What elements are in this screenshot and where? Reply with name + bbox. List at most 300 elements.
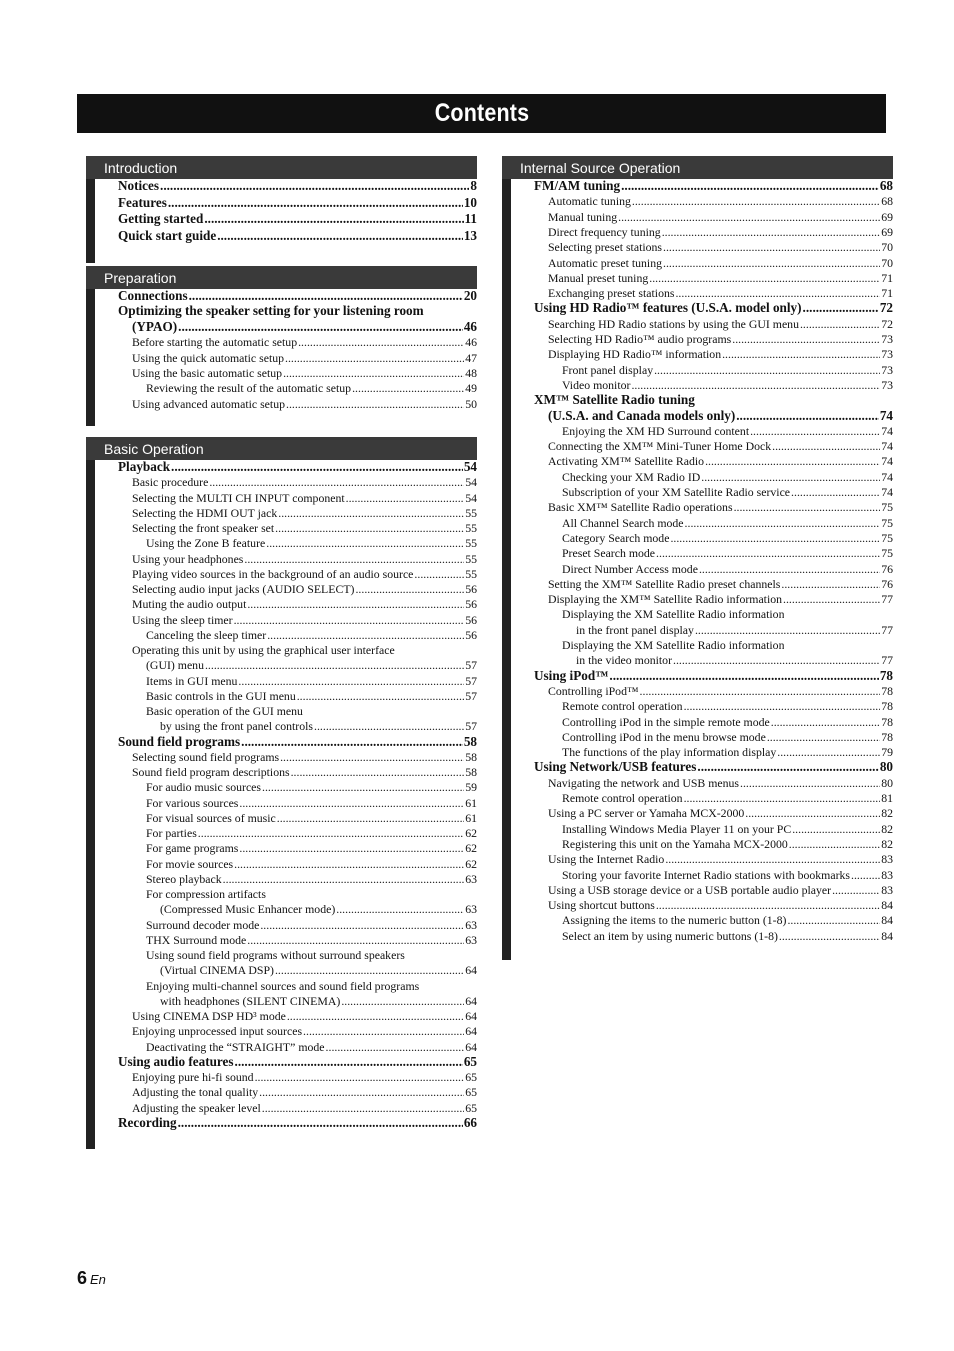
toc-entry-text: Using the Zone B feature xyxy=(146,536,266,551)
toc-page-number: 64 xyxy=(465,993,477,1008)
toc-entry-text: Using a USB storage device or a USB portable audio player xyxy=(548,882,832,897)
toc-entry[interactable] xyxy=(146,810,477,826)
toc-entry[interactable] xyxy=(562,836,893,852)
toc-entry[interactable] xyxy=(146,535,477,551)
page-number: 6 xyxy=(77,1268,88,1288)
toc-entry[interactable] xyxy=(562,362,893,378)
toc-entry-text: Displaying the XM™ Satellite Radio information xyxy=(548,592,783,607)
toc-entry[interactable] xyxy=(132,520,477,536)
dot-leader xyxy=(684,790,881,806)
toc-page-number: 74 xyxy=(881,485,893,499)
dot-leader xyxy=(745,805,880,821)
toc-page-number: 69 xyxy=(881,224,893,239)
toc-entry-text: Category Search mode xyxy=(562,530,670,545)
dot-leader xyxy=(663,255,880,271)
toc-entry[interactable] xyxy=(132,764,477,780)
toc-page-number: 73 xyxy=(881,377,893,392)
toc-page-number: 8 xyxy=(470,178,477,193)
toc-entry-text: Using audio features xyxy=(118,1053,234,1069)
toc-entry-text: Connections xyxy=(118,288,188,303)
toc-entry[interactable] xyxy=(132,490,477,506)
toc-entry-text: Using the sleep timer xyxy=(132,612,233,627)
toc-entry[interactable] xyxy=(146,978,477,994)
toc-entry[interactable] xyxy=(576,652,893,668)
toc-page-number: 70 xyxy=(881,255,893,270)
toc-entry[interactable] xyxy=(132,1084,477,1100)
toc-page-number: 55 xyxy=(465,521,477,535)
toc-entry[interactable] xyxy=(562,484,893,500)
toc-entry[interactable] xyxy=(562,545,893,561)
toc-entry[interactable] xyxy=(548,499,893,515)
toc-entry[interactable] xyxy=(160,901,477,917)
toc-page-number: 78 xyxy=(881,683,893,698)
toc-entry-main[interactable] xyxy=(534,178,893,194)
toc-entry-main[interactable] xyxy=(132,319,477,335)
toc-entry[interactable] xyxy=(132,551,477,567)
toc-page-number: 20 xyxy=(463,288,477,303)
dot-leader xyxy=(275,520,464,536)
dot-leader xyxy=(736,408,879,424)
dot-leader xyxy=(235,1054,463,1070)
toc-entry-text: Sound field programs xyxy=(118,733,241,749)
toc-entry[interactable] xyxy=(132,334,477,350)
dot-leader xyxy=(609,668,878,684)
toc-entry[interactable] xyxy=(562,561,893,577)
page-language: En xyxy=(90,1272,106,1287)
toc-page-number: 83 xyxy=(881,882,893,897)
toc-entry-text: Video monitor xyxy=(562,377,631,392)
toc-page-number: 74 xyxy=(881,423,893,438)
toc-entry[interactable] xyxy=(548,775,893,791)
toc-page-number: 79 xyxy=(881,745,893,760)
toc-page-number: 68 xyxy=(879,178,893,193)
toc-page-number: 61 xyxy=(465,810,477,825)
toc-entry-main[interactable] xyxy=(118,195,477,211)
toc-entry[interactable] xyxy=(132,749,477,765)
toc-entry[interactable] xyxy=(132,505,477,521)
dot-leader xyxy=(266,535,464,551)
toc-entry-text: Using iPod™ xyxy=(534,667,609,683)
toc-entry-text: Selecting the front speaker set xyxy=(132,521,275,535)
toc-entry[interactable] xyxy=(548,453,893,469)
toc-entry[interactable] xyxy=(548,591,893,607)
toc-entry-main[interactable] xyxy=(118,211,477,227)
dot-leader xyxy=(699,561,880,577)
toc-entry-text: (YPAO) xyxy=(132,318,178,334)
toc-entry-text: Getting started xyxy=(118,211,204,227)
dot-leader xyxy=(654,362,880,378)
toc-entry-text: Selecting sound field programs xyxy=(132,749,280,764)
toc-entry-text: Adjusting the speaker level xyxy=(132,1100,261,1115)
toc-entry-text: Using sound field programs without surround speakers xyxy=(146,948,405,962)
toc-entry-text: Sound field program descriptions xyxy=(132,765,290,779)
toc-entry[interactable] xyxy=(548,209,893,225)
toc-page-number: 74 xyxy=(879,407,893,423)
dot-leader xyxy=(771,714,880,730)
dot-leader xyxy=(298,334,464,350)
toc-entry[interactable] xyxy=(548,316,893,332)
toc-entry[interactable] xyxy=(146,856,477,872)
dot-leader xyxy=(732,331,880,347)
toc-entry[interactable] xyxy=(548,224,893,240)
toc-page-number: 63 xyxy=(465,871,477,886)
dot-leader xyxy=(239,840,464,856)
toc-page-number: 75 xyxy=(881,530,893,545)
toc-entry-text: Using the quick automatic setup xyxy=(132,350,285,365)
section-heading: Basic Operation xyxy=(86,437,477,460)
toc-entry-main[interactable] xyxy=(118,1115,477,1131)
toc-entry-text: Automatic tuning xyxy=(548,194,631,209)
toc-page-number: 63 xyxy=(465,902,477,917)
toc-page-number: 55 xyxy=(465,566,477,581)
toc-page-number: 65 xyxy=(465,1100,477,1115)
toc-entry[interactable] xyxy=(132,474,477,490)
toc-entry[interactable] xyxy=(562,821,893,837)
toc-entry[interactable] xyxy=(146,871,477,887)
dot-leader xyxy=(291,764,465,780)
toc-page-number: 82 xyxy=(881,806,893,821)
toc-entry[interactable] xyxy=(548,805,893,821)
page-title: Contents xyxy=(434,99,529,127)
toc-entry-text: Controlling iPod in the menu browse mode xyxy=(562,729,766,744)
toc-entry-text: Direct frequency tuning xyxy=(548,224,661,239)
toc-entry[interactable] xyxy=(548,882,893,898)
toc-entry[interactable] xyxy=(562,867,893,883)
toc-page-number: 57 xyxy=(465,688,477,703)
dot-leader xyxy=(178,319,463,335)
toc-entry[interactable] xyxy=(576,622,893,638)
toc-page-number: 46 xyxy=(463,318,477,334)
toc-entry-text: Selecting preset stations xyxy=(548,240,663,255)
dot-leader xyxy=(740,775,880,791)
dot-leader xyxy=(260,917,464,933)
toc-entry-text: The functions of the play information display xyxy=(562,745,777,760)
toc-page-number: 47 xyxy=(465,350,477,365)
toc-entry[interactable] xyxy=(146,825,477,841)
dot-leader xyxy=(767,729,880,745)
dot-leader xyxy=(178,1115,463,1131)
toc-page-number: 58 xyxy=(465,749,477,764)
toc-entry[interactable] xyxy=(132,350,477,366)
dot-leader xyxy=(283,365,464,381)
toc-entry-text: (Compressed Music Enhancer mode) xyxy=(160,902,336,917)
dot-leader xyxy=(189,288,463,304)
toc-page-number: 84 xyxy=(881,898,893,913)
toc-entry-text: Assigning the items to the numeric button (1-8) xyxy=(562,913,787,928)
toc-page-number: 58 xyxy=(465,765,477,779)
toc-entry-main[interactable] xyxy=(534,759,893,775)
dot-leader xyxy=(656,897,880,913)
contents-title-bar xyxy=(77,94,886,133)
toc-entry[interactable] xyxy=(562,928,893,944)
toc-entry-main[interactable] xyxy=(118,288,477,304)
toc-entry[interactable] xyxy=(548,346,893,362)
toc-entry-text: Quick start guide xyxy=(118,227,217,243)
toc-entry[interactable] xyxy=(548,331,893,347)
dot-leader xyxy=(734,499,881,515)
toc-page-number: 74 xyxy=(881,439,893,454)
toc-entry-text: Storing your favorite Internet Radio stations with bookmarks xyxy=(562,867,850,882)
toc-entry-text: Enjoying multi-channel sources and sound field programs xyxy=(146,978,420,993)
toc-entry[interactable] xyxy=(548,851,893,867)
dot-leader xyxy=(791,484,880,500)
toc-entry-main[interactable] xyxy=(118,734,477,750)
dot-leader xyxy=(198,825,464,841)
toc-entry-main[interactable] xyxy=(548,408,893,424)
toc-entry[interactable] xyxy=(146,795,477,811)
toc-entry-text: Navigating the network and USB menus xyxy=(548,775,740,790)
toc-entry[interactable] xyxy=(132,1069,477,1085)
toc-page-number: 78 xyxy=(881,699,893,714)
toc-entry[interactable] xyxy=(562,423,893,439)
dot-leader xyxy=(262,1100,464,1116)
toc-page-number: 81 xyxy=(881,791,893,805)
toc-entry[interactable] xyxy=(548,683,893,699)
toc-page-number: 82 xyxy=(881,821,893,836)
toc-entry[interactable] xyxy=(562,744,893,760)
toc-entry[interactable] xyxy=(146,840,477,856)
toc-page-number: 80 xyxy=(881,775,893,790)
toc-entry-main[interactable] xyxy=(118,459,477,475)
toc-entry-text: Reviewing the result of the automatic setup xyxy=(146,381,352,396)
toc-entry[interactable] xyxy=(160,718,477,734)
toc-entry-main[interactable] xyxy=(118,303,477,319)
toc-entry-text: Using your headphones xyxy=(132,551,244,566)
toc-entry[interactable] xyxy=(132,566,477,582)
dot-leader xyxy=(632,193,880,209)
toc-page-number: 57 xyxy=(465,673,477,688)
dot-leader xyxy=(772,438,880,454)
toc-entry[interactable] xyxy=(132,1023,477,1039)
toc-page-number: 71 xyxy=(881,270,893,285)
toc-entry-text: Subscription of your XM Satellite Radio service xyxy=(562,485,791,499)
toc-entry-text: Remote control operation xyxy=(562,791,683,805)
toc-entry[interactable] xyxy=(548,239,893,255)
toc-entry[interactable] xyxy=(562,790,893,806)
toc-entry[interactable] xyxy=(562,714,893,730)
dot-leader xyxy=(204,211,463,227)
dot-leader xyxy=(275,962,464,978)
toc-entry[interactable] xyxy=(562,912,893,928)
toc-page-number: 56 xyxy=(465,627,477,642)
toc-entry-main[interactable] xyxy=(534,668,893,684)
dot-leader xyxy=(287,1008,464,1024)
toc-entry[interactable] xyxy=(146,1039,477,1055)
toc-entry-text: Surround decoder mode xyxy=(146,917,260,932)
dot-leader xyxy=(670,530,880,546)
toc-entry-text: Using HD Radio™ features (U.S.A. model only) xyxy=(534,300,802,316)
dot-leader xyxy=(621,178,879,194)
toc-entry[interactable] xyxy=(132,396,477,412)
dot-leader xyxy=(781,576,880,592)
dot-leader xyxy=(722,346,880,362)
toc-page-number: 73 xyxy=(881,362,893,377)
toc-page-number: 78 xyxy=(881,714,893,729)
dot-leader xyxy=(171,459,463,475)
toc-page-number: 69 xyxy=(881,209,893,224)
toc-entry-text: Optimizing the speaker setting for your listening room xyxy=(118,303,424,319)
toc-entry-main[interactable] xyxy=(118,178,477,194)
toc-entry-text: Manual tuning xyxy=(548,209,618,224)
toc-entry-text: (Virtual CINEMA DSP) xyxy=(160,963,274,978)
toc-entry-main[interactable] xyxy=(534,392,893,408)
toc-entry[interactable] xyxy=(132,612,477,628)
toc-page-number: 78 xyxy=(881,729,893,744)
toc-page-number: 75 xyxy=(881,500,893,515)
toc-entry[interactable] xyxy=(562,515,893,531)
toc-page-number: 61 xyxy=(465,795,477,810)
toc-entry-text: Displaying the XM Satellite Radio information xyxy=(562,607,785,622)
toc-entry-text: Deactivating the “STRAIGHT” mode xyxy=(146,1039,325,1054)
toc-entry-text: For audio music sources xyxy=(146,780,262,795)
toc-entry-text: Using Network/USB features xyxy=(534,759,697,775)
dot-leader xyxy=(277,810,464,826)
dot-leader xyxy=(239,795,464,811)
toc-entry-text: Operating this unit by using the graphical user interface xyxy=(132,643,395,657)
dot-leader xyxy=(168,195,463,211)
dot-leader xyxy=(662,224,881,240)
toc-entry-text: (GUI) menu xyxy=(146,658,204,673)
toc-entry[interactable] xyxy=(132,596,477,612)
toc-entry[interactable] xyxy=(146,886,477,902)
toc-entry-text: Selecting audio input jacks (AUDIO SELECT) xyxy=(132,582,355,596)
toc-page-number: 76 xyxy=(881,561,893,576)
toc-entry[interactable] xyxy=(146,703,477,719)
toc-entry[interactable] xyxy=(562,698,893,714)
toc-entry-text: Enjoying unprocessed input sources xyxy=(132,1024,303,1039)
dot-leader xyxy=(346,490,465,506)
toc-page-number: 54 xyxy=(463,459,477,474)
toc-entry-text: For various sources xyxy=(146,795,239,810)
toc-page-number: 84 xyxy=(881,928,893,943)
toc-entry[interactable] xyxy=(146,947,477,963)
toc-entry-text: Muting the audio output xyxy=(132,597,247,612)
dot-leader xyxy=(777,744,880,760)
dot-leader xyxy=(631,377,880,393)
toc-entry-main[interactable] xyxy=(118,1054,477,1070)
toc-entry-text: Connecting the XM™ Mini-Tuner Home Dock xyxy=(548,439,772,454)
toc-entry-text: Displaying the XM Satellite Radio information xyxy=(562,638,785,652)
toc-page-number: 13 xyxy=(463,227,477,243)
toc-entry[interactable] xyxy=(146,627,477,643)
toc-entry[interactable] xyxy=(548,255,893,271)
toc-entry-main[interactable] xyxy=(534,300,893,316)
toc-entry-main[interactable] xyxy=(118,228,477,244)
toc-entry-text: Canceling the sleep timer xyxy=(146,627,267,642)
toc-entry[interactable] xyxy=(548,270,893,286)
toc-entry[interactable] xyxy=(146,779,477,795)
dot-leader xyxy=(656,545,880,561)
toc-entry[interactable] xyxy=(548,193,893,209)
dot-leader xyxy=(673,652,880,668)
toc-entry-text: Stereo playback xyxy=(146,871,222,886)
toc-page-number: 80 xyxy=(879,759,893,775)
toc-entry[interactable] xyxy=(132,1008,477,1024)
toc-entry[interactable] xyxy=(146,673,477,689)
toc-page-number: 73 xyxy=(881,347,893,362)
toc-page-number: 56 xyxy=(465,582,477,596)
toc-entry[interactable] xyxy=(562,729,893,745)
toc-entry[interactable] xyxy=(562,606,893,622)
toc-section-internal-source-operation xyxy=(502,156,893,960)
dot-leader xyxy=(205,657,464,673)
toc-entry-text: Selecting the HDMI OUT jack xyxy=(132,505,278,520)
toc-entry[interactable] xyxy=(146,380,477,396)
toc-entry[interactable] xyxy=(146,932,477,948)
dot-leader xyxy=(789,836,880,852)
toc-page-number: 64 xyxy=(465,1039,477,1054)
toc-entry-text: XM™ Satellite Radio tuning xyxy=(534,392,695,408)
toc-entry[interactable] xyxy=(146,657,477,673)
toc-page-number: 56 xyxy=(465,612,477,627)
toc-entry[interactable] xyxy=(146,688,477,704)
toc-entry-text: Recording xyxy=(118,1114,177,1130)
toc-entry[interactable] xyxy=(548,897,893,913)
dot-leader xyxy=(259,1084,464,1100)
toc-entry-text: with headphones (SILENT CINEMA) xyxy=(160,993,341,1008)
toc-entry[interactable] xyxy=(562,377,893,393)
toc-entry-text: Playing video sources in the background of an audio source xyxy=(132,566,414,581)
toc-entry-text: Searching HD Radio stations by using the GUI menu xyxy=(548,316,799,331)
toc-entry-text: Basic XM™ Satellite Radio operations xyxy=(548,500,733,515)
toc-page-number: 62 xyxy=(465,841,477,856)
dot-leader xyxy=(336,901,464,917)
toc-entry[interactable] xyxy=(132,642,477,658)
toc-page-number: 57 xyxy=(465,658,477,673)
toc-page-number: 54 xyxy=(465,490,477,505)
toc-entry[interactable] xyxy=(548,285,893,301)
toc-entry-text: by using the front panel controls xyxy=(160,719,314,734)
toc-entry-text: Manual preset tuning xyxy=(548,270,649,285)
toc-entry[interactable] xyxy=(132,1100,477,1116)
toc-entry[interactable] xyxy=(562,637,893,653)
toc-page-number: 71 xyxy=(881,286,893,301)
toc-page-number: 74 xyxy=(881,469,893,484)
toc-entry[interactable] xyxy=(548,438,893,454)
toc-entry[interactable] xyxy=(562,469,893,485)
toc-page-number: 66 xyxy=(463,1114,477,1130)
toc-entry-text: Using shortcut buttons xyxy=(548,898,655,913)
dot-leader xyxy=(684,698,881,714)
toc-entry[interactable] xyxy=(562,530,893,546)
toc-page-number: 62 xyxy=(465,826,477,840)
dot-leader xyxy=(697,759,878,775)
toc-entry-text: Setting the XM™ Satellite Radio preset channels xyxy=(548,576,781,591)
toc-page-number: 83 xyxy=(881,852,893,867)
toc-page-number: 54 xyxy=(465,475,477,490)
dot-leader xyxy=(792,821,880,837)
toc-entry[interactable] xyxy=(160,993,477,1009)
toc-entry-text: Selecting the MULTI CH INPUT component xyxy=(132,490,345,505)
dot-leader xyxy=(241,734,463,750)
toc-section-introduction xyxy=(86,156,477,263)
toc-page-number: 48 xyxy=(465,366,477,380)
toc-entry-text: Features xyxy=(118,194,167,210)
toc-entry[interactable] xyxy=(132,581,477,597)
toc-entry-text: Using the basic automatic setup xyxy=(132,366,283,380)
toc-entry-text: Controlling iPod in the simple remote mode xyxy=(562,714,770,729)
dot-leader xyxy=(800,316,880,332)
toc-entry-text: Direct Number Access mode xyxy=(562,561,698,576)
toc-page-number: 65 xyxy=(465,1070,477,1084)
dot-leader xyxy=(223,871,465,887)
toc-entry[interactable] xyxy=(160,962,477,978)
toc-entry[interactable] xyxy=(146,917,477,933)
toc-entry-text: Playback xyxy=(118,459,171,474)
toc-page-number: 50 xyxy=(465,396,477,411)
toc-entry[interactable] xyxy=(548,576,893,592)
toc-entry[interactable] xyxy=(132,365,477,381)
